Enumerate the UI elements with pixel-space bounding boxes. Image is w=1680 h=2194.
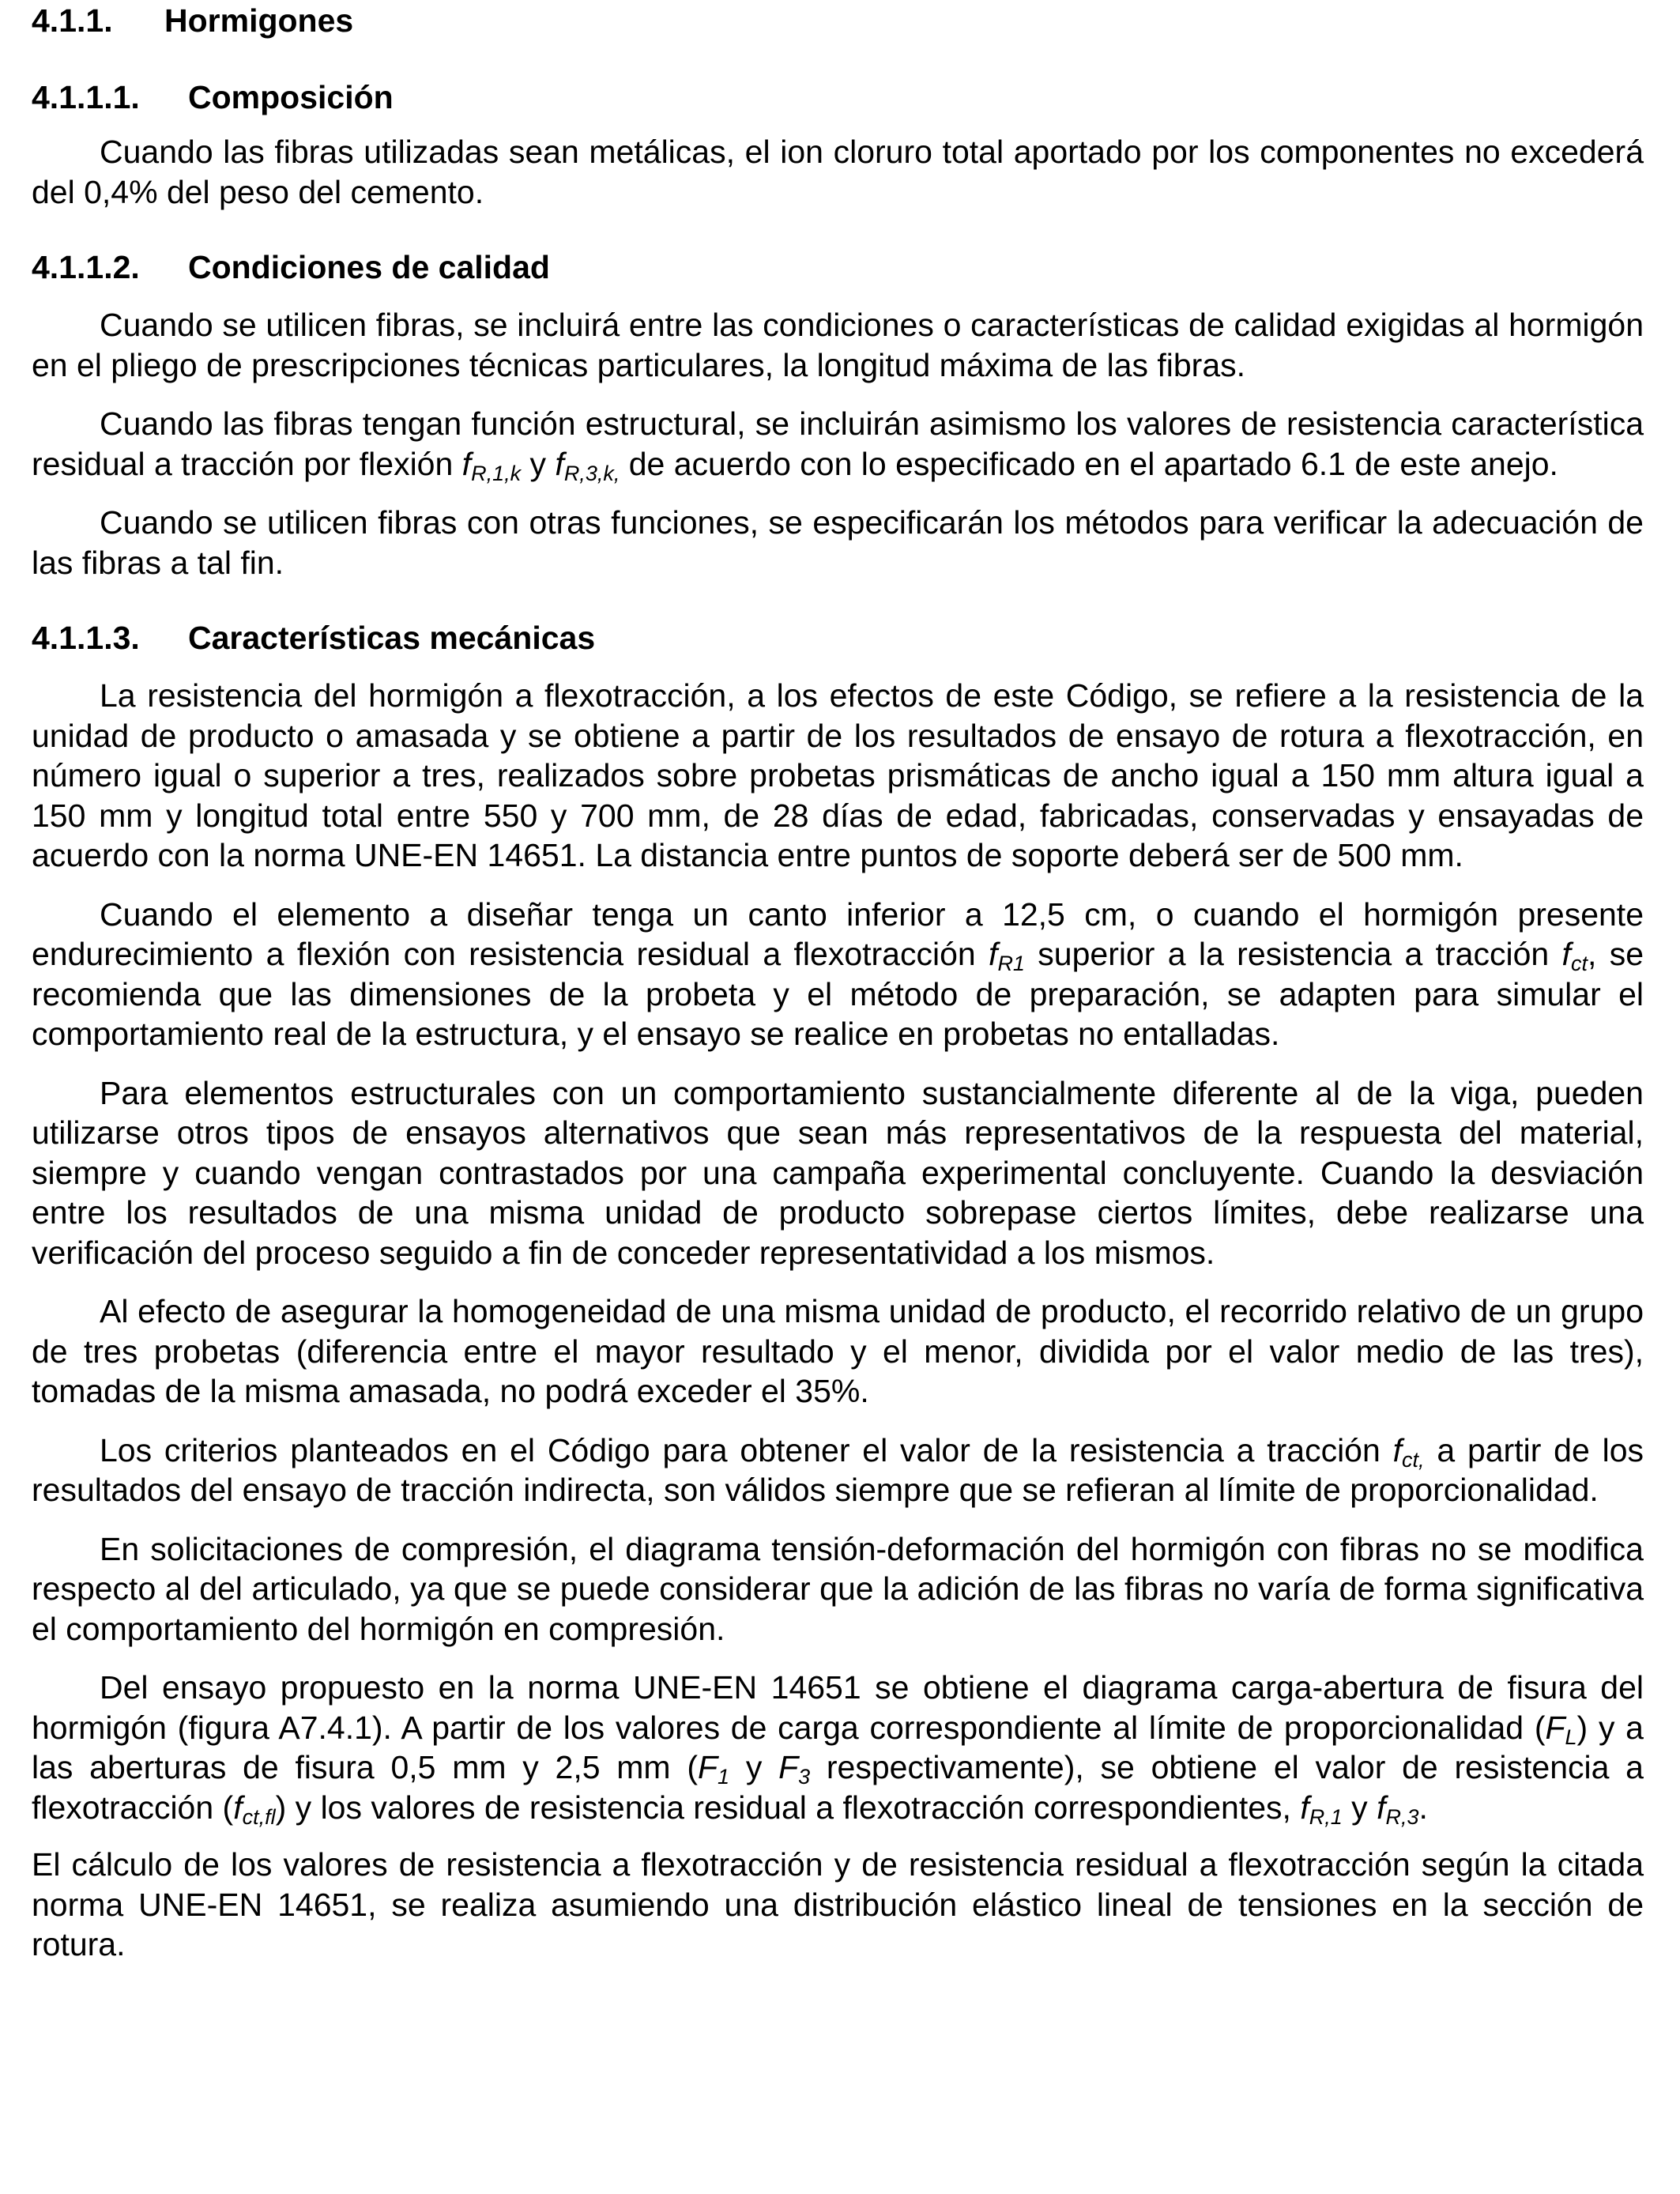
symbol-f: f [233, 1789, 243, 1826]
text-run: Los criterios planteados en el Código para obtener el valor de la resistencia a tracción [100, 1431, 1393, 1468]
symbol-f: f [461, 445, 472, 482]
section-number: 4.1.1. [32, 2, 113, 39]
paragraph-compresion: En solicitaciones de compresión, el diagrama tensión-deformación del hormigón con fibras no se modifica respecto al del articulado, ya que se puede considerar que la adición de las fibras no varía de forma significativa el comportamiento del hormigón en compresión. [32, 1530, 1644, 1647]
text-run: y [1342, 1789, 1377, 1826]
text-run: de acuerdo con lo especificado en el apartado 6.1 de este anejo. [620, 445, 1558, 482]
subscript: R,3 [1385, 1804, 1419, 1829]
text-run: , se recomienda que las dimensiones de la probeta y el método de preparación, se adapten para simular el comportamiento real de la estructura, y el ensayo se realice en probetas no entalladas. [32, 936, 1644, 1052]
symbol-F: F [778, 1749, 799, 1785]
text-run: Cuando las fibras tengan función estructural, se incluirán asimismo los valores de resistencia característica residual a tracción por flexión [32, 405, 1644, 482]
symbol-f: f [989, 936, 998, 972]
section-title: Composición [188, 79, 394, 115]
paragraph-calidad-longitud: Cuando se utilicen fibras, se incluirá entre las condiciones o características de calidad exigidas al hormigón en el pliego de prescripciones técnicas particulares, la longitud máxima de las fibras. [32, 307, 1644, 383]
subscript: R,1,k [471, 461, 522, 485]
document-page [32, 0, 1644, 1965]
text-run: y [521, 445, 556, 482]
paragraph-criterios [32, 1431, 1644, 1510]
subscript: ct [1570, 952, 1588, 975]
heading-4-1-1-3 [32, 617, 1644, 658]
heading-4-1-1 [32, 0, 1644, 41]
text-run: a partir de los resultados del ensayo de tracción indirecta, son válidos siempre que se refieran al límite de proporcionalidad. [32, 1431, 1644, 1508]
section-number: 4.1.1.2. [32, 249, 140, 285]
paragraph-ensayo [32, 1668, 1644, 1827]
paragraph-elementos: Para elementos estructurales con un comportamiento sustancialmente diferente al de la viga, pueden utilizarse otros tipos de ensayos alternativos que sean más representativos de la respuesta del material, siempre y cuando vengan contrastados por una campaña experimental concluyente. Cuando la desviación entre los resultados de una misma unidad de producto sobrepase ciertos límites, debe realizarse una verificación del proceso seguido a fin de conceder representatividad a los mismos. [32, 1074, 1644, 1271]
text-run: respectivamente), se obtiene el valor de resistencia a flexotracción ( [32, 1749, 1644, 1826]
section-title: Hormigones [164, 2, 354, 39]
paragraph-composicion: Cuando las fibras utilizadas sean metálicas, el ion cloruro total aportado por los componentes no excederá del 0,4% del peso del cemento. [32, 134, 1644, 210]
symbol-f: f [1300, 1789, 1309, 1826]
paragraph-canto [32, 895, 1644, 1054]
paragraph-calidad-otras: Cuando se utilicen fibras con otras funciones, se especificarán los métodos para verificar la adecuación de las fibras a tal fin. [32, 504, 1644, 581]
paragraph-homogeneidad: Al efecto de asegurar la homogeneidad de una misma unidad de producto, el recorrido relativo de un grupo de tres probetas (diferencia entre el mayor resultado y el menor, dividida por el valor medio de las tres), tomadas de la misma amasada, no podrá exceder el 35%. [32, 1293, 1644, 1409]
section-number: 4.1.1.3. [32, 620, 140, 656]
heading-4-1-1-2 [32, 247, 1644, 288]
subscript: R,1 [1309, 1804, 1343, 1829]
text-run: superior a la resistencia a tracción [1024, 936, 1562, 972]
subscript: L [1565, 1725, 1577, 1749]
subscript: ct, [1402, 1447, 1425, 1472]
text-run: ) y los valores de resistencia residual a flexotracción correspondientes, [275, 1789, 1301, 1826]
text-run: y [729, 1749, 779, 1785]
paragraph-calculo: El cálculo de los valores de resistencia a flexotracción y de resistencia residual a flexotracción según la citada norma UNE-EN 14651, se realiza asumiendo una distribución elástico lineal de tensiones en la sección de rotura. [32, 1846, 1644, 1962]
subscript: 1 [718, 1765, 730, 1789]
symbol-F: F [698, 1749, 718, 1785]
symbol-f: f [1392, 1431, 1403, 1468]
symbol-f: f [1561, 936, 1571, 972]
paragraph-calidad-estructural [32, 404, 1644, 484]
subscript: R,3,k, [563, 461, 620, 485]
text-run: Del ensayo propuesto en la norma UNE-EN 14651 se obtiene el diagrama carga-abertura de fisura del hormigón (figura A7.4.1). A partir de los valores de carga correspondiente al límite de proporcionalidad ( [32, 1669, 1644, 1746]
subscript: ct,fl [242, 1804, 276, 1829]
text-run: ) y a las aberturas de fisura 0,5 mm y 2,5 mm ( [32, 1709, 1644, 1785]
paragraph-flexotraccion: La resistencia del hormigón a flexotracción, a los efectos de este Código, se refiere a la resistencia de la unidad de producto o amasada y se obtiene a partir de los resultados de ensayo de rotura a flexotracción, en número igual o superior a tres, realizados sobre probetas prismáticas de ancho igual a 150 mm altura igual a 150 mm y longitud total entre 550 y 700 mm, de 28 días de edad, fabricadas, conservadas y ensayadas de acuerdo con la norma UNE-EN 14651. La distancia entre puntos de soporte deberá ser de 500 mm. [32, 677, 1644, 873]
subscript: 3 [798, 1765, 811, 1789]
text-run: . [1418, 1789, 1428, 1826]
section-title: Condiciones de calidad [188, 249, 550, 285]
subscript: R1 [997, 952, 1025, 975]
section-number: 4.1.1.1. [32, 79, 140, 115]
symbol-f: f [555, 445, 564, 482]
section-title: Características mecánicas [188, 620, 596, 656]
symbol-f: f [1377, 1789, 1386, 1826]
heading-4-1-1-1 [32, 77, 1644, 118]
symbol-F: F [1545, 1709, 1565, 1746]
text-run: Cuando el elemento a diseñar tenga un canto inferior a 12,5 cm, o cuando el hormigón presente endurecimiento a flexión con resistencia residual a flexotracción [32, 895, 1644, 972]
